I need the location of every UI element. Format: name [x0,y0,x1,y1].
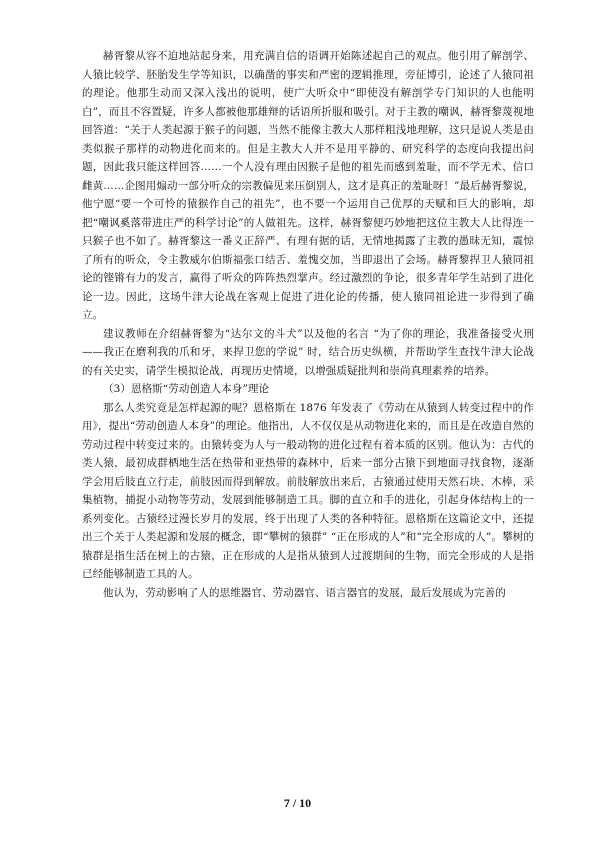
document-body [82,47,534,602]
page-number: 7 / 10 [283,796,312,810]
paragraph-labor-influence: 他认为，劳动影响了人的思维器官、劳动器官、语言器官的发展，最后发展成为完善的 [103,586,506,599]
paragraph-huxley-debate: 赫胥黎从容不迫地站起身来，用充满自信的语调开始陈述起自己的观点。他引用了解剖学、人猿比较学、胚胎发生学等知识，以确凿的事实和严密的逻辑推理，旁征博引，论述了人猿同祖的理论。他那生动而又深入浅出的说明，使广大听众中“即使没有解剖学专门知识的人也能明白”，而且不容置疑，许多人都被他那雄辩的话语所折服和吸引。对于主教的嘲讽，赫胥黎蔑视地回答道：“关于人类起源于猴子的问题，当然不能像主教大人那样粗浅地理解，这只是说人类是由类似猴子那样的动物进化而来的。但是主教大人并不是用平静的、研究科学的态度向我提出问题，因此我只能这样回答……一个人没有理由因猴子是他的祖先而感到羞耻，而不学无术、信口雌黄……企图用煽动一部分听众的宗教偏见来压倒别人，这才是真正的羞耻呀！”最后赫胥黎说，他宁愿“要一个可怜的猿猴作自己的祖先”，也不要一个运用自己优厚的天赋和巨大的影响，却把“嘲讽奚落带进庄严的科学讨论”的人做祖先。这样，赫胥黎便巧妙地把这位主教大人比得连一只猴子也不如了。赫胥黎这一番义正辞严、有理有据的话，无情地揭露了主教的愚昧无知，震惊了所有的听众，令主教威尔伯斯福张口结舌、羞愧交加，当即退出了会场。赫胥黎捍卫人猿同祖论的铿锵有力的发言，赢得了听众的阵阵热烈掌声。经过激烈的争论，很多青年学生站到了进化论一边。因此，这场牛津大论战在客观上促进了进化论的传播，使人猿同祖论进一步得到了确立。 [82,50,534,321]
section-heading: （3）恩格斯“劳动创造人本身”理论 [103,383,270,395]
paragraph-teaching-suggestion: 建议教师在介绍赫胥黎为“达尔文的斗犬”以及他的名言 “为了你的理论，我准备接受火刑——我正在磨利我的爪和牙，来捍卫您的学说” 时，结合历史纵横，并帮助学生查找牛津大论战的有关史实，请学生模拟论战，再现历史情境，以增强质疑批判和崇尚真理素养的培养。 [82,327,534,377]
paragraph-engels-theory: 那么人类究竟是怎样起源的呢？恩格斯在 1876 年发表了《劳动在从猿到人转变过程中的作用》，提出“劳动创造人本身”的理论。他指出，人不仅仅是从动物进化来的，而且是在改造自然的劳动过程中转变过来的。由猿转变为人与一般动物的进化过程有着本质的区别。他认为：古代的类人猿，最初成群栖地生活在热带和亚热带的森林中，后来一部分古猿下到地面寻找食物，逐渐学会用后肢直立行走，前肢因而得到解放。前肢解放出来后，古猿通过使用天然石块、木棒，采集植物，捕捉小动物等劳动，发展到能够制造工具。脚的直立和手的进化，引起身体结构上的一系列变化。古猿经过漫长岁月的发展，终于出现了人类的各种特征。恩格斯在这篇论文中，还提出三个关于人类起源和发展的概念，即“攀树的猿群” “正在形成的人”和“完全形成的人”。攀树的猿群是指生活在树上的古猿，正在形成的人是指从猿到人过渡期间的生物，而完全形成的人是指已经能够制造工具的人。 [82,401,534,580]
